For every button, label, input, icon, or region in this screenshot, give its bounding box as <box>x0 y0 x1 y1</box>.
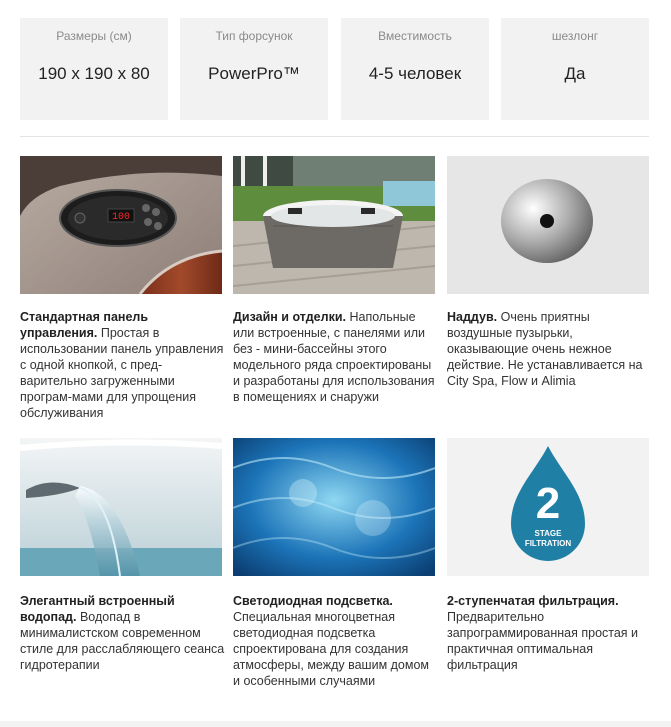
feature-title: Элегантный встроенный водопад. <box>20 594 175 624</box>
feature-text <box>447 593 653 673</box>
badge-number: 2 <box>535 479 561 528</box>
badge-line1: STAGE <box>534 529 562 538</box>
waterfall-photo <box>20 438 222 576</box>
feature-text <box>233 309 439 405</box>
feature-title: Наддув. <box>447 310 498 324</box>
air-jet-photo <box>447 156 649 294</box>
feature-text <box>20 309 226 421</box>
spec-value: 190 x 190 x 80 <box>38 64 150 83</box>
spec-jet-type <box>180 18 328 120</box>
feature-description: Специальная многоцветная светодиодная подсветка спроектирована для создания атмосферы, между вашим домом и особенными случаями <box>233 610 430 688</box>
spec-value: Да <box>564 64 586 83</box>
feature-description: Простая в использовании панель управления с одной кнопкой, с пред-варительно загруженными програм-мами для упрощения обслуживания <box>20 326 224 420</box>
spec-lounger <box>501 18 649 120</box>
led-water-photo <box>233 438 435 576</box>
control-panel-photo <box>20 156 222 294</box>
spec-row <box>20 18 649 120</box>
section-divider <box>20 136 649 137</box>
feature-title: Стандартная панель управления. <box>20 310 149 340</box>
feature-description: Предварительно запрограммированная простая и практичная оптимальная фильтрация <box>447 610 639 672</box>
temperature-readout: 100 <box>111 212 131 223</box>
feature-title: 2-ступенчатая фильтрация. <box>447 594 619 608</box>
outdoor-spa-photo <box>233 156 435 294</box>
spec-label: Вместимость <box>378 29 452 43</box>
spec-value: 4-5 человек <box>368 64 462 83</box>
feature-description: Напольные или встроенные, с панелями или без - мини-бассейны этого модельного ряда спроектированы и разработаны для использования в помещениях и снаружи <box>233 310 435 404</box>
spec-label: Тип форсунок <box>215 29 293 43</box>
feature-description: Водопад в минималистском современном стиле для расслабляющего сеанса гидротерапии <box>20 610 225 672</box>
spec-label: Размеры (см) <box>56 29 132 43</box>
feature-text <box>233 593 439 689</box>
feature-description: Очень приятны воздушные пузырьки, оказывающие очень нежное действие. Не устанавливается на City Spa, Flow и Alimia <box>447 310 643 388</box>
badge-line2: FILTRATION <box>524 539 572 548</box>
spec-value: PowerPro™ <box>208 64 300 83</box>
spec-label: шезлонг <box>551 29 599 43</box>
feature-text <box>20 593 226 673</box>
page-bottom-strip <box>0 721 671 727</box>
feature-text <box>447 309 653 389</box>
filtration-badge <box>447 438 649 576</box>
spec-dimensions <box>20 18 168 120</box>
feature-title: Дизайн и отделки. <box>233 310 346 324</box>
spec-capacity <box>341 18 489 120</box>
feature-title: Светодиодная подсветка. <box>233 594 393 608</box>
